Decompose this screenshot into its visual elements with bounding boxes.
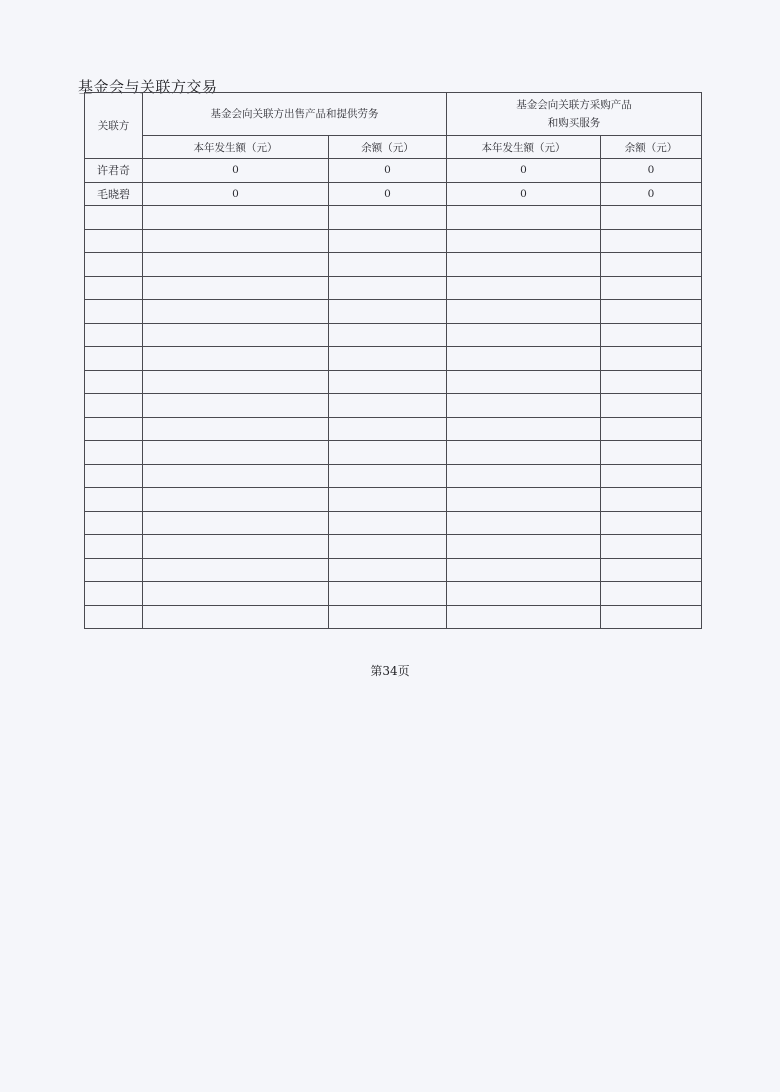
empty-table-row — [85, 464, 702, 488]
purchase-amount: 0 — [447, 182, 601, 206]
table-row — [85, 182, 702, 206]
empty-table-row — [85, 417, 702, 441]
table-row — [85, 159, 702, 183]
empty-table-row — [85, 276, 702, 300]
page-number: 第34页 — [370, 664, 410, 678]
empty-table-row — [85, 605, 702, 629]
empty-table-row — [85, 394, 702, 418]
empty-table-row — [85, 253, 702, 277]
sales-balance: 0 — [329, 182, 447, 206]
empty-table-row — [85, 323, 702, 347]
empty-table-row — [85, 558, 702, 582]
empty-table-row — [85, 347, 702, 371]
header-purchase-line2: 和购买服务 — [547, 117, 601, 129]
header-sales-amount: 本年发生额（元） — [143, 136, 329, 159]
empty-table-row — [85, 300, 702, 324]
empty-table-row — [85, 441, 702, 465]
purchase-balance: 0 — [601, 182, 702, 206]
section-title: 基金会与关联方交易 — [78, 78, 218, 96]
purchase-balance: 0 — [601, 159, 702, 183]
purchase-amount: 0 — [447, 159, 601, 183]
header-purchase — [447, 93, 702, 136]
empty-table-row — [85, 370, 702, 394]
sales-amount: 0 — [143, 159, 329, 183]
party-name: 毛晓碧 — [85, 182, 143, 206]
header-sales: 基金会向关联方出售产品和提供劳务 — [143, 93, 447, 136]
related-party-transactions-table — [84, 92, 702, 629]
header-purchase-amount: 本年发生额（元） — [447, 136, 601, 159]
table-subheader-row — [85, 136, 702, 159]
party-name: 许君奇 — [85, 159, 143, 183]
header-purchase-line1: 基金会向关联方采购产品 — [516, 99, 632, 111]
table-header-row — [85, 93, 702, 136]
empty-table-row — [85, 488, 702, 512]
header-party: 关联方 — [85, 93, 143, 159]
header-sales-balance: 余额（元） — [329, 136, 447, 159]
empty-table-row — [85, 582, 702, 606]
header-purchase-balance: 余额（元） — [601, 136, 702, 159]
empty-table-row — [85, 535, 702, 559]
empty-table-row — [85, 511, 702, 535]
empty-table-row — [85, 206, 702, 230]
empty-table-row — [85, 229, 702, 253]
sales-balance: 0 — [329, 159, 447, 183]
sales-amount: 0 — [143, 182, 329, 206]
